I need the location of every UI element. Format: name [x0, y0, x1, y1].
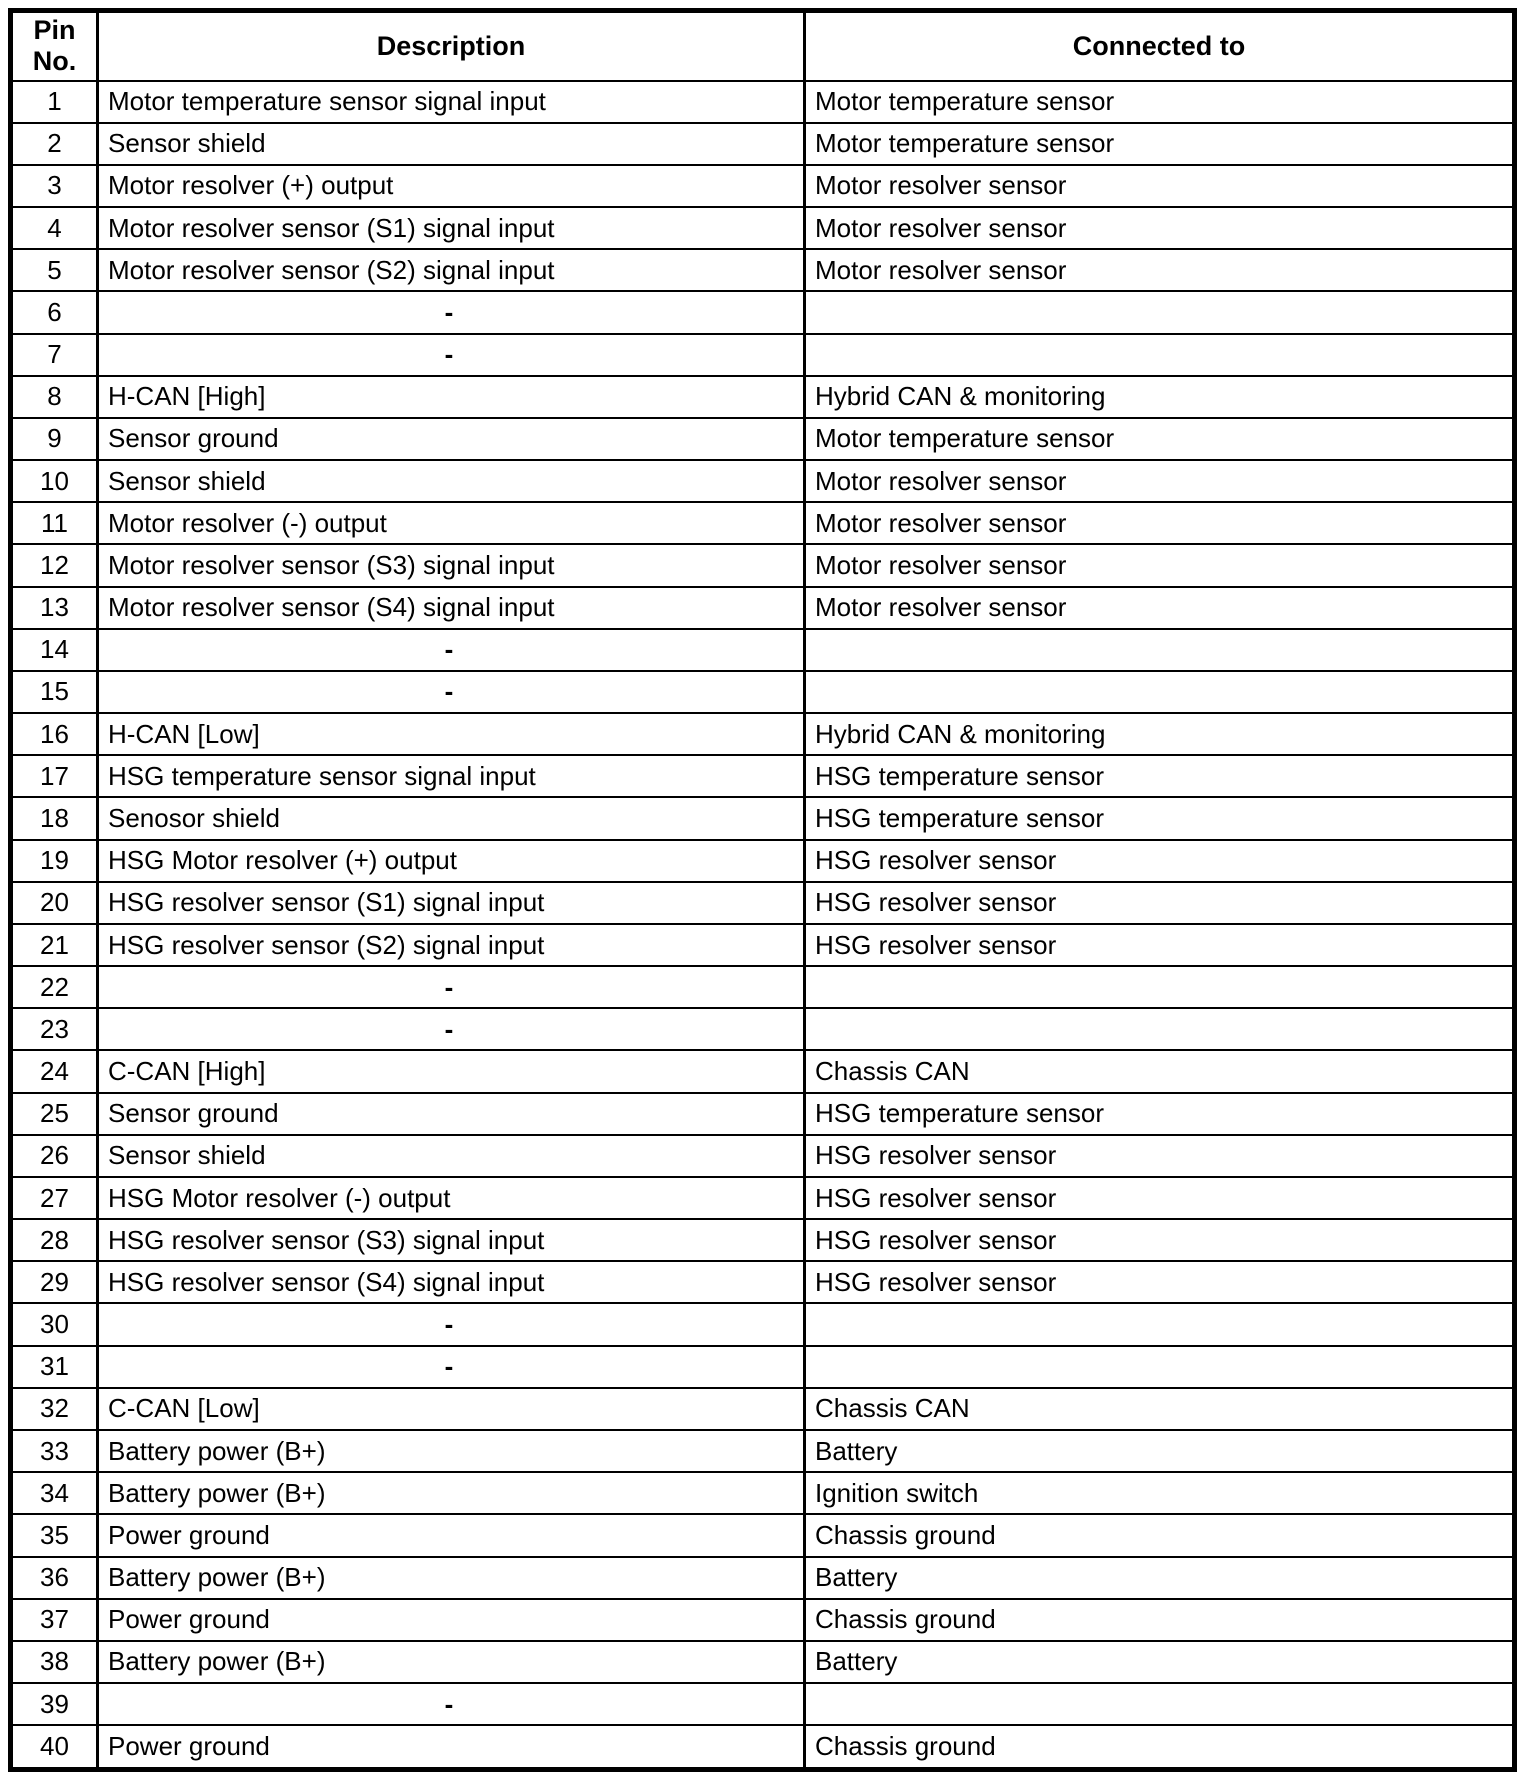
cell-desc: Motor resolver (-) output: [98, 502, 805, 544]
cell-conn: Motor resolver sensor: [805, 249, 1515, 291]
cell-pin: 9: [11, 418, 98, 460]
cell-pin: 23: [11, 1008, 98, 1050]
cell-conn: Hybrid CAN & monitoring: [805, 376, 1515, 418]
cell-pin: 2: [11, 123, 98, 165]
cell-pin: 16: [11, 713, 98, 755]
cell-conn: Motor resolver sensor: [805, 207, 1515, 249]
table-row: [11, 1641, 1515, 1683]
cell-conn: [805, 966, 1515, 1008]
pin-table: [8, 8, 1517, 1772]
cell-pin: 18: [11, 797, 98, 839]
cell-desc: Sensor shield: [98, 123, 805, 165]
table-row: [11, 460, 1515, 502]
cell-desc: HSG resolver sensor (S2) signal input: [98, 924, 805, 966]
cell-conn: Motor resolver sensor: [805, 460, 1515, 502]
cell-desc: HSG Motor resolver (+) output: [98, 840, 805, 882]
table-row: [11, 81, 1515, 123]
cell-pin: 20: [11, 882, 98, 924]
table-row: [11, 1219, 1515, 1261]
cell-pin: 11: [11, 502, 98, 544]
cell-pin: 1: [11, 81, 98, 123]
cell-conn: Ignition switch: [805, 1472, 1515, 1514]
table-row: [11, 249, 1515, 291]
cell-pin: 37: [11, 1599, 98, 1641]
pin-table-body: [11, 81, 1515, 1770]
cell-desc: HSG resolver sensor (S3) signal input: [98, 1219, 805, 1261]
cell-desc: Sensor ground: [98, 1093, 805, 1135]
header-cell-pin-no: Pin No.: [11, 11, 98, 81]
cell-desc: HSG Motor resolver (-) output: [98, 1177, 805, 1219]
cell-desc: -: [98, 966, 805, 1008]
table-row: [11, 587, 1515, 629]
cell-desc: Power ground: [98, 1599, 805, 1641]
cell-conn: HSG temperature sensor: [805, 1093, 1515, 1135]
table-row: [11, 1683, 1515, 1725]
table-row: [11, 882, 1515, 924]
table-row: [11, 629, 1515, 671]
cell-desc: Battery power (B+): [98, 1557, 805, 1599]
cell-pin: 3: [11, 165, 98, 207]
cell-desc: -: [98, 291, 805, 333]
header-cell-connected: Connected to: [805, 11, 1515, 81]
cell-conn: Chassis ground: [805, 1514, 1515, 1556]
cell-pin: 24: [11, 1050, 98, 1092]
table-row: [11, 1303, 1515, 1345]
cell-pin: 25: [11, 1093, 98, 1135]
table-row: [11, 376, 1515, 418]
cell-desc: H-CAN [High]: [98, 376, 805, 418]
cell-pin: 31: [11, 1346, 98, 1388]
table-row: [11, 1177, 1515, 1219]
table-row: [11, 1050, 1515, 1092]
cell-pin: 36: [11, 1557, 98, 1599]
cell-conn: [805, 1683, 1515, 1725]
cell-conn: Motor temperature sensor: [805, 418, 1515, 460]
table-row: [11, 713, 1515, 755]
cell-conn: Chassis ground: [805, 1599, 1515, 1641]
cell-pin: 32: [11, 1388, 98, 1430]
table-row: [11, 1472, 1515, 1514]
cell-desc: Motor temperature sensor signal input: [98, 81, 805, 123]
cell-conn: Battery: [805, 1430, 1515, 1472]
cell-pin: 35: [11, 1514, 98, 1556]
cell-pin: 4: [11, 207, 98, 249]
table-row: [11, 291, 1515, 333]
cell-conn: HSG resolver sensor: [805, 840, 1515, 882]
table-row: [11, 1093, 1515, 1135]
cell-pin: 27: [11, 1177, 98, 1219]
cell-desc: -: [98, 1683, 805, 1725]
cell-pin: 17: [11, 755, 98, 797]
table-row: [11, 1135, 1515, 1177]
cell-pin: 22: [11, 966, 98, 1008]
cell-desc: Power ground: [98, 1514, 805, 1556]
cell-desc: H-CAN [Low]: [98, 713, 805, 755]
cell-desc: Battery power (B+): [98, 1430, 805, 1472]
cell-desc: HSG resolver sensor (S4) signal input: [98, 1261, 805, 1303]
cell-conn: HSG temperature sensor: [805, 755, 1515, 797]
cell-conn: Battery: [805, 1557, 1515, 1599]
cell-desc: Motor resolver (+) output: [98, 165, 805, 207]
cell-desc: Battery power (B+): [98, 1641, 805, 1683]
cell-pin: 13: [11, 587, 98, 629]
cell-conn: [805, 291, 1515, 333]
cell-desc: Sensor shield: [98, 460, 805, 502]
header-cell-description: Description: [98, 11, 805, 81]
table-row: [11, 797, 1515, 839]
cell-conn: Chassis ground: [805, 1725, 1515, 1769]
table-row: [11, 671, 1515, 713]
cell-conn: HSG resolver sensor: [805, 1135, 1515, 1177]
cell-conn: [805, 1008, 1515, 1050]
cell-conn: [805, 671, 1515, 713]
table-row: [11, 418, 1515, 460]
cell-desc: Battery power (B+): [98, 1472, 805, 1514]
cell-desc: -: [98, 1303, 805, 1345]
cell-pin: 6: [11, 291, 98, 333]
pin-table-header: [11, 11, 1515, 81]
cell-conn: HSG resolver sensor: [805, 1261, 1515, 1303]
cell-pin: 19: [11, 840, 98, 882]
cell-conn: HSG resolver sensor: [805, 882, 1515, 924]
table-row: [11, 1388, 1515, 1430]
cell-pin: 26: [11, 1135, 98, 1177]
cell-pin: 7: [11, 334, 98, 376]
cell-desc: Power ground: [98, 1725, 805, 1769]
table-row: [11, 1599, 1515, 1641]
cell-conn: Hybrid CAN & monitoring: [805, 713, 1515, 755]
cell-conn: [805, 1346, 1515, 1388]
cell-desc: -: [98, 1346, 805, 1388]
cell-desc: -: [98, 671, 805, 713]
table-row: [11, 165, 1515, 207]
cell-pin: 34: [11, 1472, 98, 1514]
cell-conn: Motor resolver sensor: [805, 587, 1515, 629]
cell-pin: 14: [11, 629, 98, 671]
cell-desc: HSG temperature sensor signal input: [98, 755, 805, 797]
cell-conn: Chassis CAN: [805, 1388, 1515, 1430]
table-row: [11, 1557, 1515, 1599]
cell-pin: 30: [11, 1303, 98, 1345]
cell-conn: HSG resolver sensor: [805, 1177, 1515, 1219]
table-row: [11, 544, 1515, 586]
cell-pin: 5: [11, 249, 98, 291]
cell-conn: Chassis CAN: [805, 1050, 1515, 1092]
cell-conn: HSG temperature sensor: [805, 797, 1515, 839]
cell-pin: 29: [11, 1261, 98, 1303]
table-row: [11, 1430, 1515, 1472]
cell-pin: 15: [11, 671, 98, 713]
cell-conn: Battery: [805, 1641, 1515, 1683]
cell-pin: 38: [11, 1641, 98, 1683]
cell-conn: Motor resolver sensor: [805, 544, 1515, 586]
table-row: [11, 1514, 1515, 1556]
cell-desc: -: [98, 1008, 805, 1050]
table-row: [11, 123, 1515, 165]
cell-conn: Motor resolver sensor: [805, 165, 1515, 207]
cell-pin: 21: [11, 924, 98, 966]
cell-conn: [805, 334, 1515, 376]
cell-desc: -: [98, 334, 805, 376]
cell-conn: HSG resolver sensor: [805, 1219, 1515, 1261]
cell-pin: 39: [11, 1683, 98, 1725]
cell-desc: C-CAN [High]: [98, 1050, 805, 1092]
cell-pin: 33: [11, 1430, 98, 1472]
cell-pin: 10: [11, 460, 98, 502]
cell-pin: 12: [11, 544, 98, 586]
cell-desc: Motor resolver sensor (S3) signal input: [98, 544, 805, 586]
table-row: [11, 966, 1515, 1008]
table-row: [11, 1008, 1515, 1050]
cell-desc: Sensor shield: [98, 1135, 805, 1177]
cell-conn: Motor temperature sensor: [805, 81, 1515, 123]
cell-desc: HSG resolver sensor (S1) signal input: [98, 882, 805, 924]
table-row: [11, 334, 1515, 376]
table-row: [11, 502, 1515, 544]
table-row: [11, 840, 1515, 882]
cell-desc: -: [98, 629, 805, 671]
cell-desc: C-CAN [Low]: [98, 1388, 805, 1430]
table-row: [11, 1346, 1515, 1388]
cell-desc: Motor resolver sensor (S2) signal input: [98, 249, 805, 291]
cell-conn: [805, 1303, 1515, 1345]
cell-conn: HSG resolver sensor: [805, 924, 1515, 966]
cell-pin: 8: [11, 376, 98, 418]
table-row: [11, 1725, 1515, 1769]
cell-conn: Motor temperature sensor: [805, 123, 1515, 165]
table-row: [11, 207, 1515, 249]
cell-desc: Senosor shield: [98, 797, 805, 839]
cell-desc: Sensor ground: [98, 418, 805, 460]
cell-conn: [805, 629, 1515, 671]
table-row: [11, 924, 1515, 966]
table-row: [11, 755, 1515, 797]
header-row: [11, 11, 1515, 81]
cell-pin: 40: [11, 1725, 98, 1769]
cell-pin: 28: [11, 1219, 98, 1261]
cell-conn: Motor resolver sensor: [805, 502, 1515, 544]
cell-desc: Motor resolver sensor (S1) signal input: [98, 207, 805, 249]
cell-desc: Motor resolver sensor (S4) signal input: [98, 587, 805, 629]
table-row: [11, 1261, 1515, 1303]
